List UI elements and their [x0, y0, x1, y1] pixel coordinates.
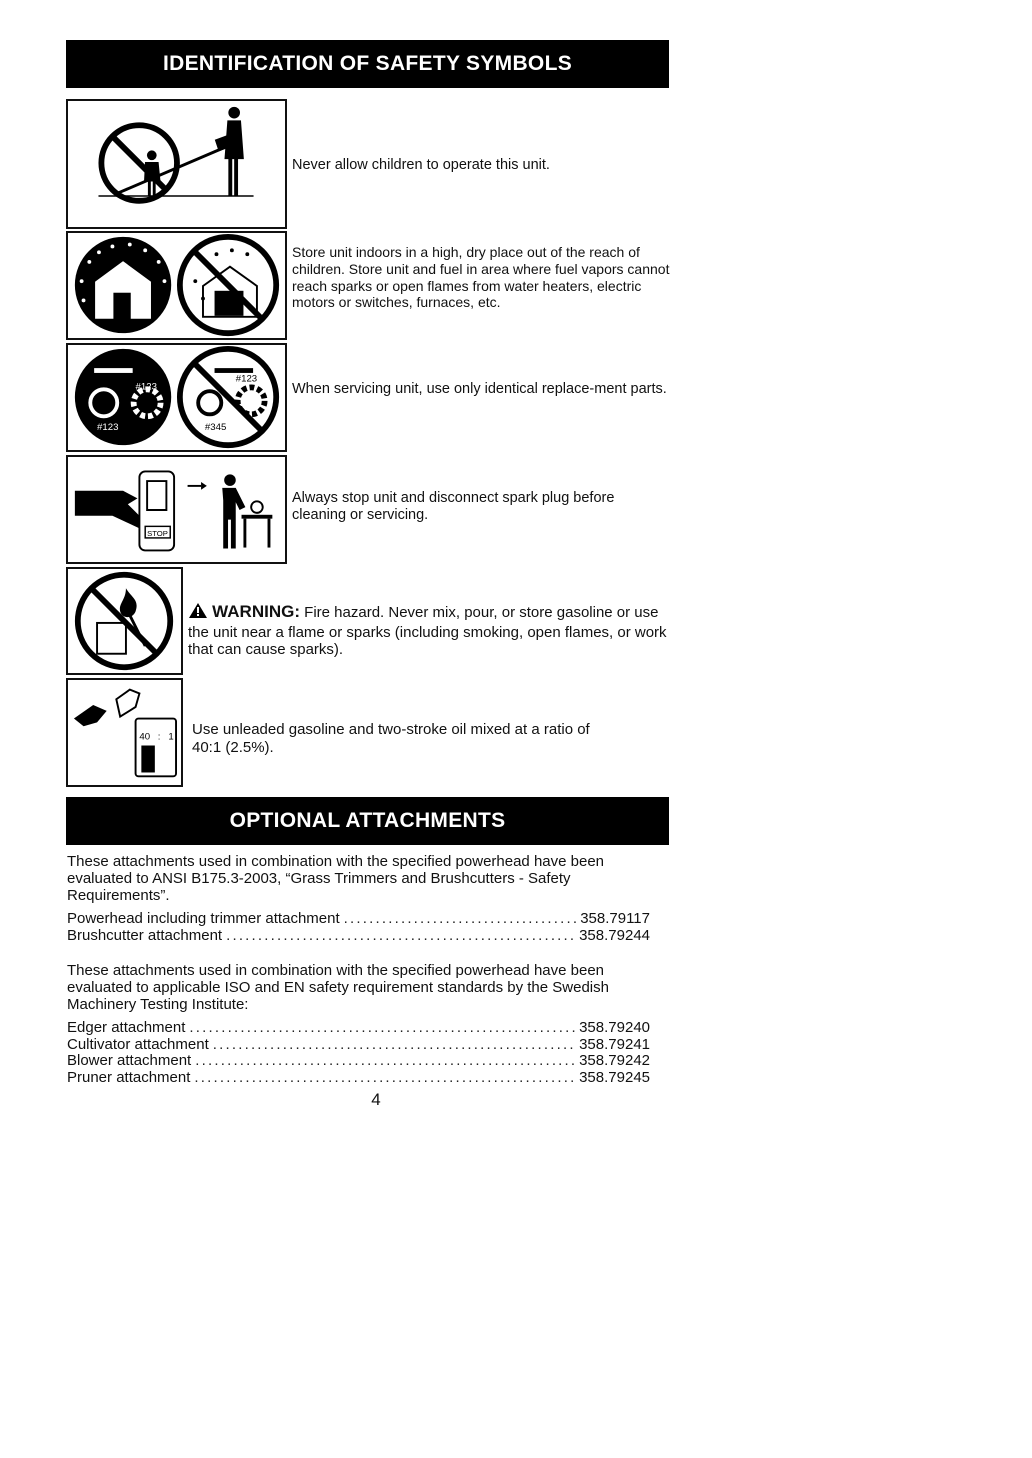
- safety-symbols-heading: IDENTIFICATION OF SAFETY SYMBOLS: [66, 40, 669, 88]
- warning-label: WARNING:: [212, 602, 300, 621]
- optional-attachments-heading: OPTIONAL ATTACHMENTS: [66, 797, 669, 845]
- list-item: Blower attachment ..... 358.79242: [67, 1053, 650, 1070]
- part-label: #123: [97, 421, 119, 433]
- list-item: Powerhead including trimmer attachment ..... 358.79117: [67, 911, 650, 928]
- intro-ansi: These attachments used in combination with the specified powerhead have been evaluated to ANSI B175.3-2003, “Grass Trimmers and Brushcutters - Safety Requirements”.: [67, 853, 605, 904]
- storage-icon: [66, 231, 287, 340]
- warning-triangle-icon: [188, 602, 208, 624]
- symbol-text-stop: Always stop unit and disconnect spark plug before cleaning or servicing.: [292, 490, 615, 523]
- list-item: Brushcutter attachment ..... 358.79244: [67, 928, 650, 945]
- intro-iso: These attachments used in combination with the specified powerhead have been evaluated to applicable ISO and EN safety requirement standards by the Swedish Machinery Testing Institute:: [67, 962, 609, 1013]
- no-children-icon: [66, 99, 287, 229]
- stop-label: STOP: [147, 528, 168, 538]
- page-number: 4: [371, 1090, 381, 1109]
- stop-servicing-icon: [66, 455, 287, 564]
- ratio-sep: :: [157, 731, 161, 743]
- symbol-text-parts: When servicing unit, use only identical replace-ment parts.: [292, 381, 667, 397]
- part-label: #123: [135, 381, 157, 393]
- part-label: #345: [204, 421, 227, 433]
- ratio-left: 40: [139, 731, 151, 743]
- fuel-mix-icon: [66, 678, 183, 787]
- identical-parts-icon: [66, 343, 287, 452]
- list-item: Pruner attachment ..... 358.79245: [67, 1070, 650, 1087]
- warning-body: Fire hazard. Never mix, pour, or store gasoline or use the unit near a flame or sparks (including smoking, open flames, or work that can cause sparks).: [188, 604, 667, 658]
- symbol-text-children: Never allow children to operate this unit.: [292, 157, 550, 173]
- symbol-text-fuel: Use unleaded gasoline and two-stroke oil mixed at a ratio of 40:1 (2.5%).: [192, 721, 590, 756]
- fire-hazard-icon: [66, 567, 183, 675]
- warning-text: [188, 602, 672, 659]
- ratio-right: 1: [168, 731, 174, 743]
- symbol-text-storage: Store unit indoors in a high, dry place out of the reach of children. Store unit and fuel in area where fuel vapors cannot reach sparks or open flames from water heaters, electric motors or switches, furnaces, etc.: [292, 244, 670, 311]
- list-item: Edger attachment ..... 358.79240: [67, 1020, 650, 1037]
- list-item: Cultivator attachment ..... 358.79241: [67, 1037, 650, 1054]
- part-label: #123: [235, 373, 258, 385]
